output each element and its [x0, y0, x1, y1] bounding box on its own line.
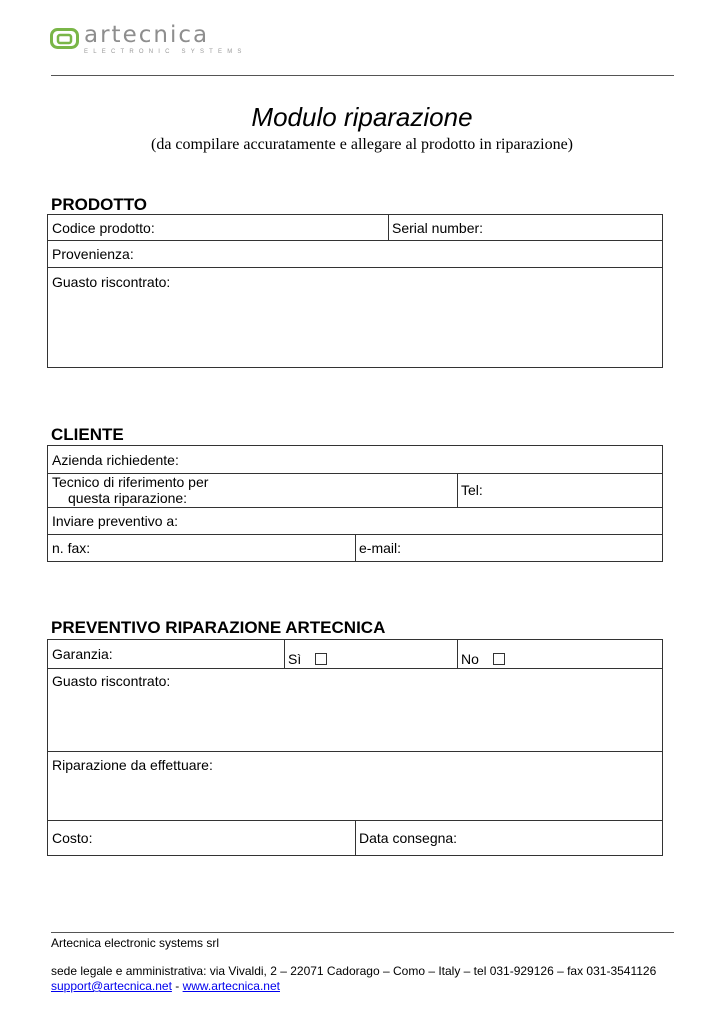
- garanzia-si-option[interactable]: [288, 651, 327, 668]
- tecnico-riferimento-field-line2: questa riparazione:: [68, 490, 188, 506]
- garanzia-no-label: No: [461, 651, 479, 667]
- garanzia-label: Garanzia:: [52, 646, 113, 662]
- azienda-richiedente-field[interactable]: Azienda richiedente:: [52, 452, 179, 468]
- serial-number-field[interactable]: Serial number:: [392, 220, 484, 236]
- tecnico-riferimento-field[interactable]: Tecnico di riferimento per: [52, 474, 209, 490]
- footer-link-separator: -: [171, 979, 183, 993]
- data-consegna-field[interactable]: Data consegna:: [359, 830, 458, 846]
- guasto-riscontrato-field[interactable]: Guasto riscontrato:: [52, 274, 171, 290]
- header-divider: [51, 75, 674, 76]
- costo-field[interactable]: Costo:: [52, 830, 93, 846]
- prodotto-table: [47, 214, 663, 368]
- garanzia-no-checkbox[interactable]: [493, 653, 505, 665]
- provenienza-field[interactable]: Provenienza:: [52, 246, 134, 262]
- garanzia-no-option[interactable]: [461, 651, 505, 668]
- riparazione-effettuare-field[interactable]: Riparazione da effettuare:: [52, 757, 213, 773]
- website-link[interactable]: www.artecnica.net: [182, 979, 280, 993]
- page-subtitle: (da compilare accuratamente e allegare al prodotto in riparazione): [151, 136, 573, 153]
- fax-field[interactable]: n. fax:: [52, 540, 91, 556]
- garanzia-si-label: Sì: [288, 651, 302, 667]
- garanzia-si-checkbox[interactable]: [315, 653, 327, 665]
- preventivo-guasto-field[interactable]: Guasto riscontrato:: [52, 673, 171, 689]
- company-logo: [50, 22, 260, 62]
- footer-company: Artecnica electronic systems srl: [51, 936, 220, 950]
- support-email-link[interactable]: support@artecnica.net: [51, 979, 172, 993]
- section-heading-preventivo: PREVENTIVO RIPARAZIONE ARTECNICA: [51, 618, 386, 637]
- preventivo-table: [47, 639, 663, 856]
- footer-links: [51, 979, 280, 993]
- logo-mark-icon: [50, 28, 80, 50]
- page-title: Modulo riparazione: [251, 102, 473, 132]
- codice-prodotto-field[interactable]: Codice prodotto:: [52, 220, 155, 236]
- logo-tagline: ELECTRONIC SYSTEMS: [84, 49, 247, 55]
- footer-divider: [51, 932, 674, 933]
- tel-field[interactable]: Tel:: [461, 482, 483, 498]
- inviare-preventivo-field[interactable]: Inviare preventivo a:: [52, 513, 179, 529]
- section-heading-cliente: CLIENTE: [51, 425, 124, 444]
- section-heading-prodotto: PRODOTTO: [51, 195, 148, 214]
- footer-address: sede legale e amministrativa: via Vivaldi, 2 – 22071 Cadorago – Como – Italy – tel 031-929126 – fax 031-3541126: [51, 964, 657, 978]
- logo-wordmark: artecnica: [84, 22, 210, 48]
- cliente-table: [47, 445, 663, 562]
- email-field[interactable]: e-mail:: [359, 540, 402, 556]
